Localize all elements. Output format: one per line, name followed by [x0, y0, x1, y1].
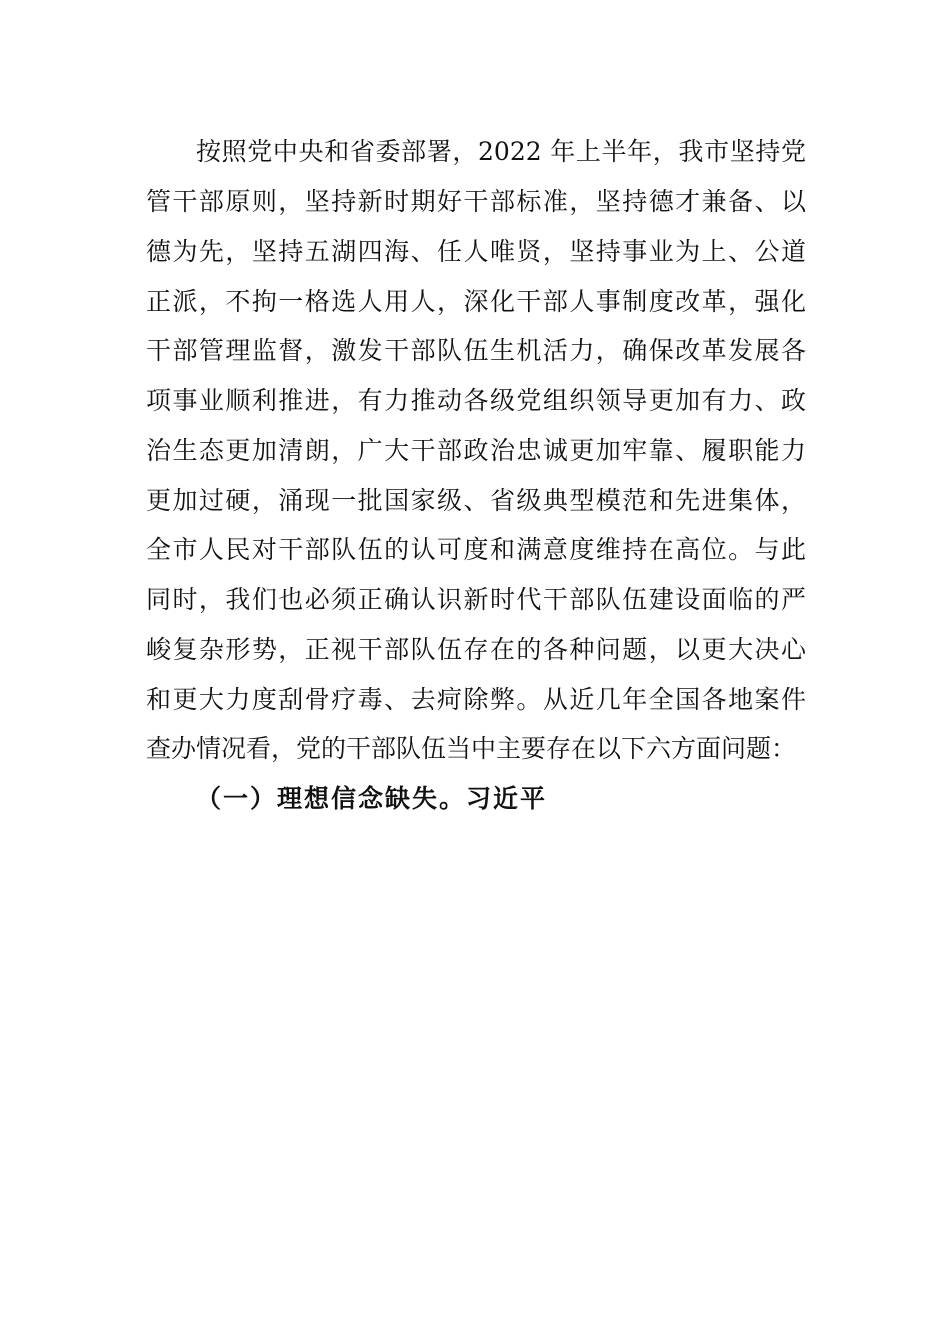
- paragraph-line: 同时，我们也必须正确认识新时代干部队伍建设面临的严: [146, 585, 806, 614]
- paragraph-line: 更加过硬，涌现一批国家级、省级典型模范和先进集体，: [146, 486, 806, 515]
- paragraph-line: 和更大力度刮骨疗毒、去疴除弊。从近几年全国各地案件: [146, 685, 806, 714]
- paragraph-line: 德为先，坚持五湖四海、任人唯贤，坚持事业为上、公道: [146, 237, 806, 266]
- paragraph-line: 查办情况看，党的干部队伍当中主要存在以下六方面问题：: [146, 734, 797, 763]
- paragraph-line: 峻复杂形势，正视干部队伍存在的各种问题，以更大决心: [146, 635, 806, 664]
- paragraph-line: 管干部原则，坚持新时期好干部标准，坚持德才兼备、以: [146, 187, 806, 216]
- paragraph-line: 项事业顺利推进，有力推动各级党组织领导更加有力、政: [146, 386, 806, 415]
- paragraph-line: 干部管理监督，激发干部队伍生机活力，确保改革发展各: [146, 336, 806, 365]
- section-heading: （一）理想信念缺失。习近平: [196, 784, 548, 813]
- paragraph-line: 正派，不拘一格选人用人，深化干部人事制度改革，强化: [146, 287, 806, 316]
- paragraph-line: 按照党中央和省委部署，2022 年上半年，我市坚持党: [196, 137, 806, 166]
- paragraph-line: 治生态更加清朗，广大干部政治忠诚更加牢靠、履职能力: [146, 436, 806, 465]
- paragraph-line: 全市人民对干部队伍的认可度和满意度维持在高位。与此: [146, 535, 806, 564]
